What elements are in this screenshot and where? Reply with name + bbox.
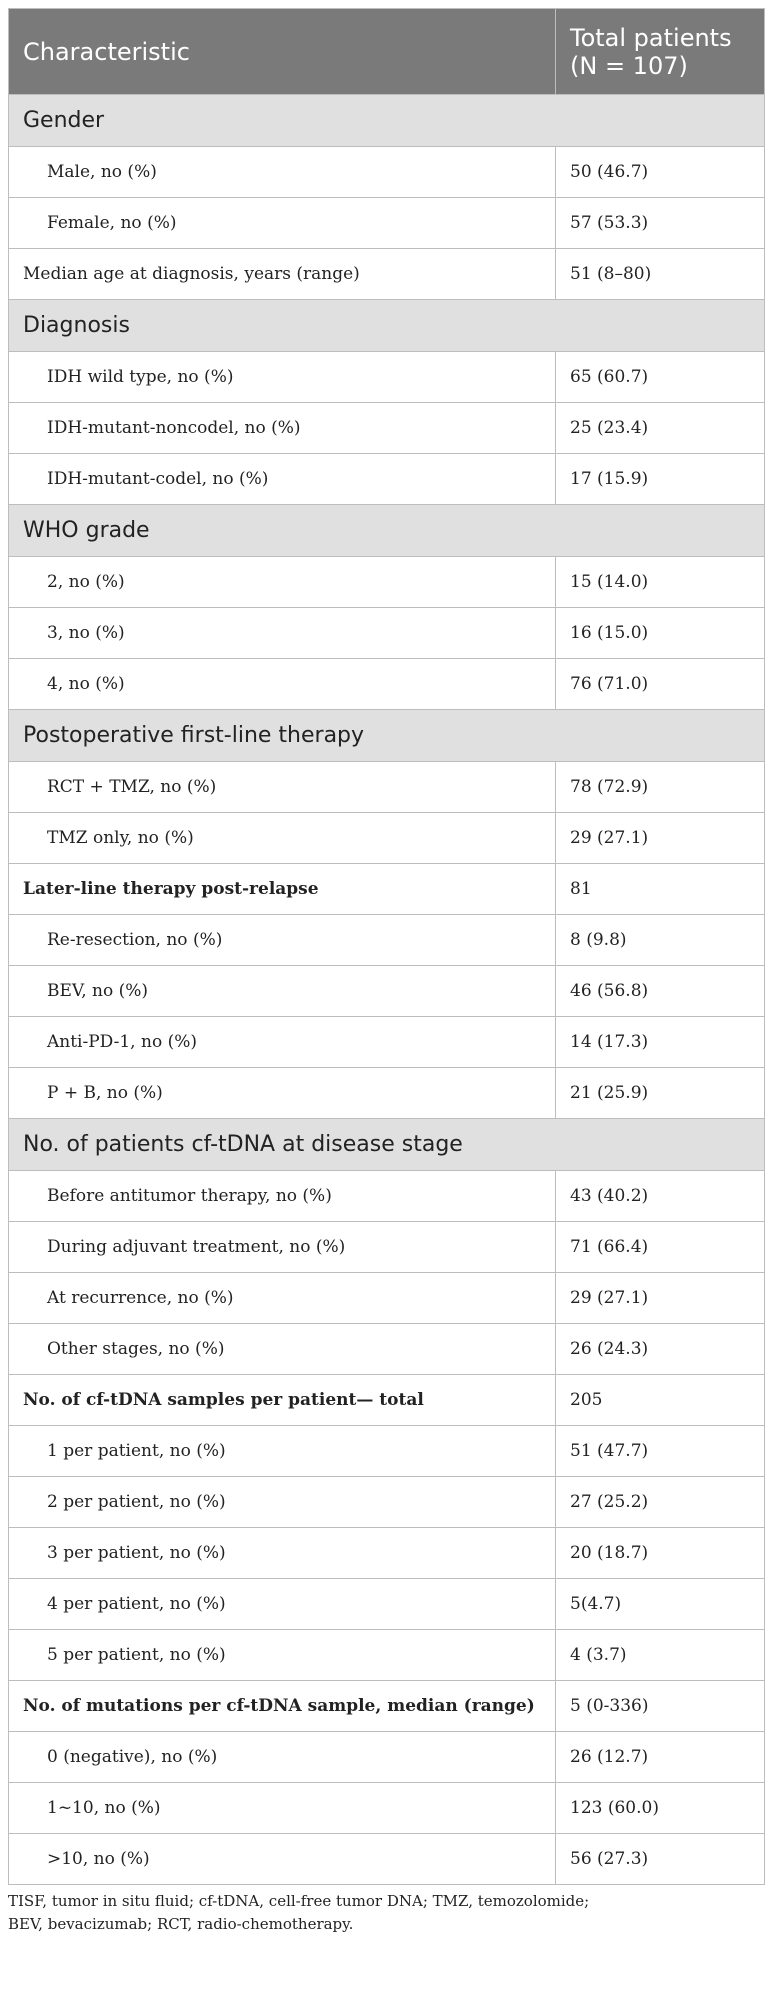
table-row (9, 403, 765, 454)
row-value: 76 (71.0) (556, 659, 765, 710)
row-value: 15 (14.0) (556, 557, 765, 608)
row-label: Female, no (%) (9, 198, 556, 249)
row-value: 65 (60.7) (556, 352, 765, 403)
header-total-line1: Total patients (570, 23, 732, 52)
table-row (9, 966, 765, 1017)
row-label: Anti-PD-1, no (%) (9, 1017, 556, 1068)
row-label: Later-line therapy post-relapse (9, 864, 556, 915)
row-value: 21 (25.9) (556, 1068, 765, 1119)
table-row (9, 454, 765, 505)
row-value: 205 (556, 1375, 765, 1426)
row-label: RCT + TMZ, no (%) (9, 762, 556, 813)
table-body (9, 95, 765, 1885)
table-row (9, 1834, 765, 1885)
header-total-line2: (N = 107) (570, 51, 688, 80)
row-value: 5 (0-336) (556, 1681, 765, 1732)
table-row (9, 352, 765, 403)
row-value: 123 (60.0) (556, 1783, 765, 1834)
row-label: IDH-mutant-codel, no (%) (9, 454, 556, 505)
table-row (9, 608, 765, 659)
table-row (9, 1477, 765, 1528)
table-row (9, 147, 765, 198)
table-row (9, 864, 765, 915)
row-value: 26 (24.3) (556, 1324, 765, 1375)
row-value: 46 (56.8) (556, 966, 765, 1017)
row-label: TMZ only, no (%) (9, 813, 556, 864)
row-label: Median age at diagnosis, years (range) (9, 249, 556, 300)
table-row (9, 1426, 765, 1477)
table-row (9, 1783, 765, 1834)
row-value: 51 (8–80) (556, 249, 765, 300)
row-label: 1 per patient, no (%) (9, 1426, 556, 1477)
row-value: 14 (17.3) (556, 1017, 765, 1068)
row-value: 4 (3.7) (556, 1630, 765, 1681)
row-label: Other stages, no (%) (9, 1324, 556, 1375)
row-value: 25 (23.4) (556, 403, 765, 454)
row-label: P + B, no (%) (9, 1068, 556, 1119)
row-label: 4, no (%) (9, 659, 556, 710)
row-value: 5(4.7) (556, 1579, 765, 1630)
section-label: Gender (9, 95, 765, 147)
row-label: 3, no (%) (9, 608, 556, 659)
table-row (9, 557, 765, 608)
section-label: WHO grade (9, 505, 765, 557)
table-footnote (8, 1890, 764, 1936)
table-row (9, 1273, 765, 1324)
section-header-row (9, 95, 765, 147)
table-row (9, 1732, 765, 1783)
table-row (9, 1630, 765, 1681)
row-label: 2, no (%) (9, 557, 556, 608)
row-value: 56 (27.3) (556, 1834, 765, 1885)
section-header-row (9, 1119, 765, 1171)
row-label: 2 per patient, no (%) (9, 1477, 556, 1528)
row-value: 81 (556, 864, 765, 915)
row-label: No. of cf-tDNA samples per patient— total (9, 1375, 556, 1426)
row-value: 8 (9.8) (556, 915, 765, 966)
section-label: Diagnosis (9, 300, 765, 352)
row-label: During adjuvant treatment, no (%) (9, 1222, 556, 1273)
row-label: Re-resection, no (%) (9, 915, 556, 966)
table-row (9, 1681, 765, 1732)
section-label: No. of patients cf-tDNA at disease stage (9, 1119, 765, 1171)
row-value: 16 (15.0) (556, 608, 765, 659)
section-header-row (9, 300, 765, 352)
row-value: 78 (72.9) (556, 762, 765, 813)
table-row (9, 1068, 765, 1119)
row-value: 57 (53.3) (556, 198, 765, 249)
footnote-line2: BEV, bevacizumab; RCT, radio-chemotherapy. (8, 1915, 354, 1933)
row-label: 0 (negative), no (%) (9, 1732, 556, 1783)
row-value: 17 (15.9) (556, 454, 765, 505)
row-label: >10, no (%) (9, 1834, 556, 1885)
table-row (9, 198, 765, 249)
row-value: 43 (40.2) (556, 1171, 765, 1222)
row-value: 26 (12.7) (556, 1732, 765, 1783)
table-row (9, 1171, 765, 1222)
table-row (9, 1017, 765, 1068)
row-label: IDH wild type, no (%) (9, 352, 556, 403)
patient-characteristics-table (8, 8, 765, 1885)
header-characteristic: Characteristic (9, 9, 556, 95)
table-row (9, 249, 765, 300)
table-header-row (9, 9, 765, 95)
section-header-row (9, 505, 765, 557)
table-row (9, 1324, 765, 1375)
table-row (9, 1579, 765, 1630)
row-label: BEV, no (%) (9, 966, 556, 1017)
row-label: IDH-mutant-noncodel, no (%) (9, 403, 556, 454)
table-container (8, 8, 764, 1936)
section-header-row (9, 710, 765, 762)
row-value: 51 (47.7) (556, 1426, 765, 1477)
row-label: 4 per patient, no (%) (9, 1579, 556, 1630)
header-total-patients (556, 9, 765, 95)
row-label: At recurrence, no (%) (9, 1273, 556, 1324)
table-row (9, 762, 765, 813)
table-row (9, 1375, 765, 1426)
table-row (9, 813, 765, 864)
table-row (9, 1528, 765, 1579)
row-label: 1~10, no (%) (9, 1783, 556, 1834)
row-value: 20 (18.7) (556, 1528, 765, 1579)
row-label: No. of mutations per cf-tDNA sample, median (range) (9, 1681, 556, 1732)
row-value: 71 (66.4) (556, 1222, 765, 1273)
row-value: 29 (27.1) (556, 813, 765, 864)
section-label: Postoperative first-line therapy (9, 710, 765, 762)
row-label: 3 per patient, no (%) (9, 1528, 556, 1579)
table-row (9, 1222, 765, 1273)
row-label: Before antitumor therapy, no (%) (9, 1171, 556, 1222)
row-value: 29 (27.1) (556, 1273, 765, 1324)
footnote-line1: TISF, tumor in situ fluid; cf-tDNA, cell-free tumor DNA; TMZ, temozolomide; (8, 1892, 590, 1910)
row-value: 50 (46.7) (556, 147, 765, 198)
row-label: 5 per patient, no (%) (9, 1630, 556, 1681)
row-value: 27 (25.2) (556, 1477, 765, 1528)
table-row (9, 659, 765, 710)
row-label: Male, no (%) (9, 147, 556, 198)
table-row (9, 915, 765, 966)
